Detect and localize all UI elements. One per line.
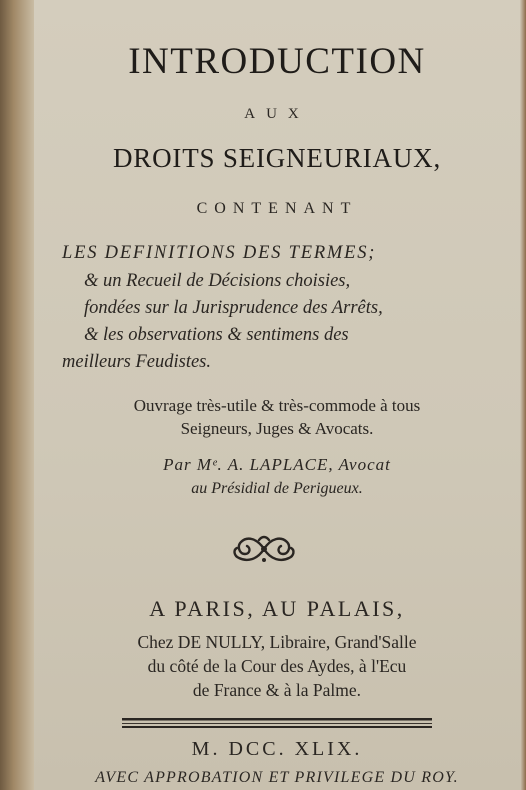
book-title: INTRODUCTION [128, 41, 426, 82]
page-edge [520, 0, 526, 790]
imprint-line-3: de France & à la Palme. [192, 680, 362, 700]
contenant-label: CONTENANT [196, 200, 358, 217]
contents-line-3: fondées sur la Jurisprudence des Arrêts, [84, 298, 383, 318]
double-rule-divider [122, 717, 432, 729]
contents-line-5: meilleurs Feudistes. [62, 352, 212, 372]
imprint-line-2: du côté de la Cour des Aydes, à l'Ecu [147, 656, 407, 676]
title-connector: AUX [244, 106, 310, 122]
contents-line-1: LES DEFINITIONS DES TERMES; [62, 243, 377, 263]
publication-date: M. DCC. XLIX. [191, 738, 363, 760]
imprint-line-1: Chez DE NULLY, Libraire, Grand'Salle [137, 632, 417, 652]
author-affiliation: au Présidial de Perigueux. [191, 480, 363, 497]
imprint-place: A PARIS, AU PALAIS, [149, 596, 405, 621]
book-subtitle: DROITS SEIGNEURIAUX, [113, 143, 441, 173]
contents-line-2: & un Recueil de Décisions choisies, [84, 271, 351, 291]
book-spine-edge [0, 0, 34, 790]
privilege-line: AVEC APPROBATION ET PRIVILEGE DU ROY. [95, 769, 459, 786]
description-line-2: Seigneurs, Juges & Avocats. [180, 419, 374, 438]
contents-line-4: & les observations & sentimens des [84, 325, 349, 345]
title-page [34, 0, 520, 790]
author-line: Par Mᵉ. A. LAPLACE, Avocat [163, 455, 391, 474]
description-line-1: Ouvrage très-utile & très-commode à tous [133, 396, 421, 415]
printer-ornament-icon [229, 532, 299, 566]
